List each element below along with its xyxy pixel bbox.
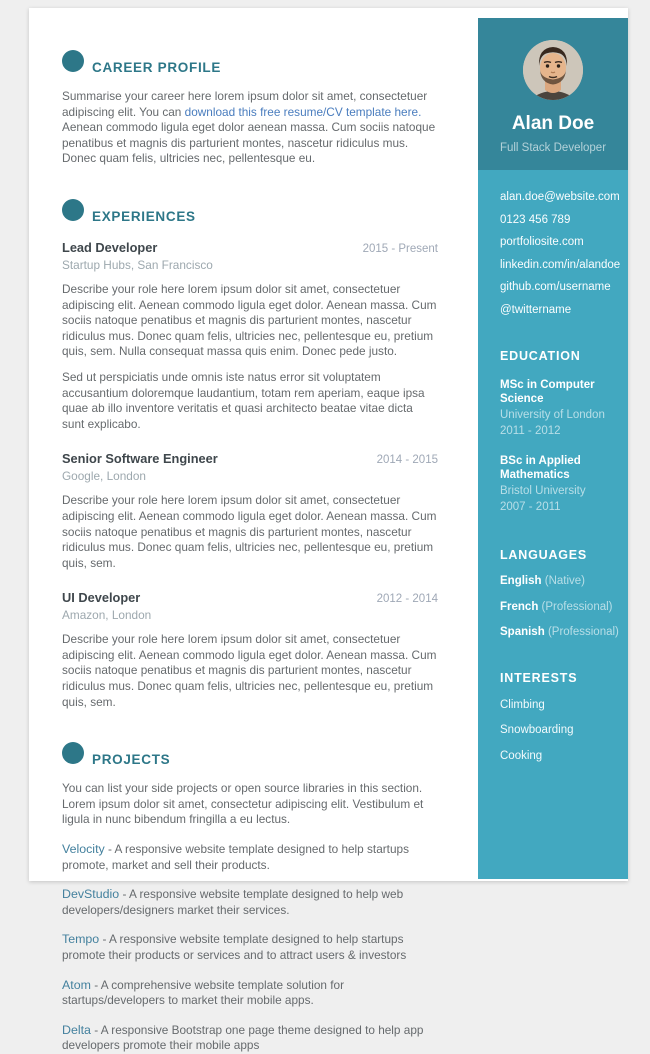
- career-profile-text: [62, 89, 438, 167]
- projects-section: [62, 742, 438, 1054]
- project-name-link[interactable]: Tempo: [62, 932, 100, 947]
- project-description: - A comprehensive website template solution for startups/developers to market their mobile apps.: [62, 977, 345, 1008]
- education-item: [500, 378, 620, 439]
- contact-email[interactable]: alan.doe@website.com: [500, 191, 620, 203]
- avatar-illustration: [523, 40, 583, 100]
- language-level: (Professional): [541, 600, 613, 613]
- job-title: Lead Developer: [62, 239, 158, 255]
- interest-item: Cooking: [500, 749, 543, 762]
- language-level: (Professional): [547, 626, 619, 638]
- language-name: Spanish: [500, 626, 545, 638]
- school: Bristol University: [500, 484, 586, 497]
- language-name: French: [500, 600, 539, 613]
- contact-linkedin[interactable]: linkedin.com/in/alandoe: [500, 258, 621, 271]
- interest-item: Snowboarding: [500, 724, 574, 736]
- resume-page: [29, 8, 628, 1053]
- job-description: Describe your role here lorem ipsum dolor sit amet, consectetuer adipiscing elit. Aenean commodo ligula eget dolor. Aenean massa. Cum sociis natoque penatibus et magnis dis parturient montes, nascetur ridiculus mus. Donec quam felis, ultricies nec, pellentesque eu, pretium quis, sem.: [62, 493, 437, 570]
- interests-section: [478, 671, 628, 762]
- interest-list: [500, 699, 620, 762]
- project-name-link[interactable]: Velocity: [62, 842, 105, 857]
- main-column: [62, 8, 438, 1054]
- job-description: Describe your role here lorem ipsum dolor sit amet, consectetuer adipiscing elit. Aenean commodo ligula eget dolor. Aenean massa. Cum sociis natoque penatibus et magnis dis parturient montes, nascetur ridiculus mus. Donec quam felis, ultricies nec, pellentesque eu, pretium quis, sem. Nulla consequat massa quis enim. Donec pede justo.: [62, 281, 437, 359]
- project-item: [62, 887, 438, 918]
- degree: BSc in Applied Mathematics: [500, 454, 581, 481]
- project-item: [62, 1023, 438, 1054]
- section-title: CAREER PROFILE: [92, 60, 222, 75]
- language-item: [500, 575, 620, 587]
- job-title: Senior Software Engineer: [62, 451, 218, 467]
- job-description: Sed ut perspiciatis unde omnis iste natus error sit voluptatem accusantium doloremque laudantium, totam rem aperiam, eaque ipsa quae ab illo inventore veritatis et quasi architecto beatae vitae dicta sunt explicabo.: [62, 369, 425, 431]
- job-period: 2012 - 2014: [376, 593, 438, 606]
- contact-website[interactable]: portfoliosite.com: [500, 236, 584, 248]
- project-name-link[interactable]: Delta: [62, 1022, 91, 1037]
- project-item: [62, 978, 438, 1009]
- project-description: - A responsive website template designed to help startups promote their products or services and to attract users & investors: [62, 932, 407, 962]
- job-period: 2014 - 2015: [376, 454, 438, 467]
- education-section: [478, 349, 628, 515]
- language-level: (Native): [544, 575, 585, 587]
- language-item: [500, 601, 620, 613]
- project-description: - A responsive website template designed to help web developers/designers market their services.: [62, 887, 404, 917]
- project-name-link[interactable]: DevStudio: [62, 887, 120, 902]
- projects-heading: [62, 742, 438, 768]
- career-text-after: Aenean commodo ligula eget dolor aenean massa. Cum sociis natoque penatibus et magnis dis parturient montes, nascetur ridiculus mus. Donec quam felis, ultricies nec, pellentesque eu.: [62, 120, 436, 166]
- career-text-before: Summarise your career here lorem ipsum dolor sit amet, consectetuer adipiscing elit. You can: [62, 89, 428, 119]
- experiences-heading: [62, 199, 438, 224]
- contact-list: [478, 170, 628, 316]
- project-item: [62, 842, 438, 873]
- languages-section: [478, 548, 628, 639]
- section-bullet-icon: [62, 742, 84, 764]
- template-download-link[interactable]: download this free resume/CV template here.: [184, 104, 422, 119]
- contact-twitter[interactable]: @twittername: [500, 303, 572, 316]
- contact-phone[interactable]: 0123 456 789: [500, 213, 571, 226]
- career-profile-heading: [62, 50, 438, 75]
- job-company: Google, London: [62, 469, 146, 484]
- interest-item: Climbing: [500, 698, 545, 711]
- section-bullet-icon: [62, 199, 84, 221]
- section-title: EXPERIENCES: [92, 208, 196, 224]
- interests-title: INTERESTS: [500, 671, 578, 685]
- contact-github[interactable]: github.com/username: [500, 281, 611, 293]
- projects-intro: You can list your side projects or open source libraries in this section. Lorem ipsum dolor sit amet, consectetur adipiscing elit. Vestibulum et ligula in nunc bibendum fringilla a eu lectus.: [62, 781, 424, 827]
- languages-title: LANGUAGES: [500, 547, 588, 562]
- education-title: EDUCATION: [500, 348, 581, 363]
- project-item: [62, 932, 438, 963]
- profile-photo: [523, 40, 583, 100]
- language-name: English: [500, 575, 542, 587]
- job-entry: [62, 240, 438, 432]
- school: University of London: [500, 408, 605, 421]
- project-description: - A responsive website template designed to help startups promote, market and sell their products.: [62, 842, 409, 872]
- job-entry: [62, 590, 438, 710]
- job-entry: [62, 451, 438, 571]
- job-company: Startup Hubs, San Francisco: [62, 257, 213, 272]
- profile-role: Full Stack Developer: [499, 142, 607, 154]
- sidebar: [478, 18, 628, 879]
- language-list: [500, 575, 620, 638]
- project-description: - A responsive Bootstrap one page theme designed to help app developers promote their mobile apps: [62, 1022, 424, 1053]
- job-description: Describe your role here lorem ipsum dolor sit amet, consectetuer adipiscing elit. Aenean commodo ligula eget dolor. Aenean massa. Cum sociis natoque penatibus et magnis dis parturient montes, nascetur ridiculus mus. Donec quam felis, ultricies nec, pellentesque eu, pretium quis, sem.: [62, 632, 437, 709]
- profile-header: [478, 18, 628, 170]
- degree: MSc in Computer Science: [500, 378, 595, 405]
- job-company: Amazon, London: [62, 608, 152, 623]
- education-period: 2007 - 2011: [500, 501, 561, 513]
- project-name-link[interactable]: Atom: [62, 977, 91, 992]
- education-item: [500, 454, 620, 515]
- profile-name: Alan Doe: [511, 113, 595, 134]
- language-item: [500, 626, 620, 638]
- job-title: UI Developer: [62, 590, 141, 606]
- job-period: 2015 - Present: [362, 242, 438, 255]
- section-title: PROJECTS: [92, 752, 171, 768]
- education-period: 2011 - 2012: [500, 425, 561, 437]
- section-bullet-icon: [62, 50, 84, 72]
- experiences-section: [62, 199, 438, 710]
